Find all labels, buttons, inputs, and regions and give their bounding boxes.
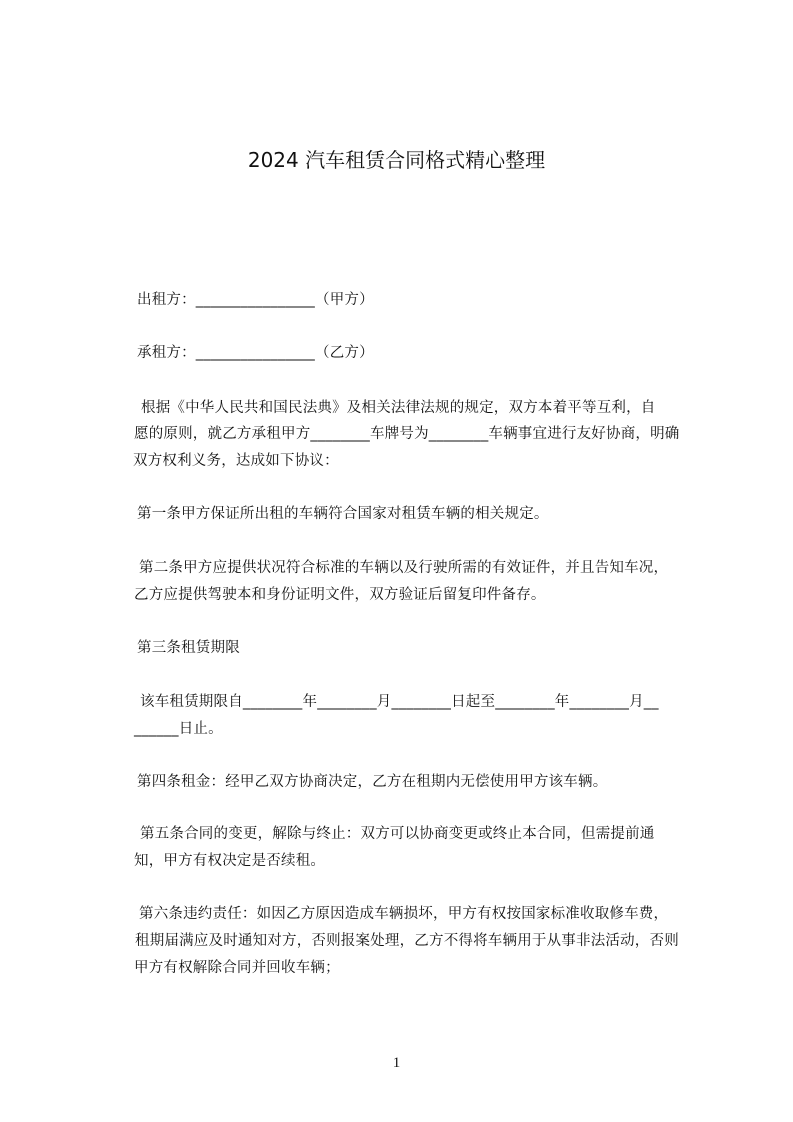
preamble-line: 根据《中华人民共和国民法典》及相关法律法规的规定，双方本着平等互利，自: [141, 400, 656, 416]
lessor-line: 出租方：________________（甲方）: [137, 292, 374, 308]
article-2-line: 第二条甲方应提供状况符合标准的车辆以及行驶所需的有效证件，并且告知车况，: [139, 560, 669, 576]
article-6-line: 第六条违约责任：如因乙方原因造成车辆损坏，甲方有权按国家标准收取修车费，: [139, 906, 669, 922]
lessee-line: 承租方：________________（乙方）: [137, 345, 374, 361]
article-5-line: 知，甲方有权决定是否续租。: [134, 853, 326, 869]
term-line: ______日止。: [134, 721, 223, 737]
term-line: 该车租赁期限自________年________月________日起至________年________月__: [140, 694, 659, 710]
page-number: 1: [392, 1055, 401, 1071]
article-2-line: 乙方应提供驾驶本和身份证明文件，双方验证后留复印件备存。: [134, 587, 546, 603]
preamble-line: 双方权利义务，达成如下协议：: [133, 453, 339, 469]
preamble-line: 愿的原则，就乙方承租甲方________车牌号为________车辆事宜进行友好协商，明确: [134, 426, 680, 442]
article-1: 第一条甲方保证所出租的车辆符合国家对租赁车辆的相关规定。: [137, 506, 549, 522]
document-title: 2024 汽车租赁合同格式精心整理: [247, 148, 546, 172]
article-3: 第三条租赁期限: [137, 640, 240, 656]
article-5-line: 第五条合同的变更，解除与终止：双方可以协商变更或终止本合同，但需提前通: [140, 826, 655, 842]
article-6-line: 租期届满应及时通知对方，否则报案处理，乙方不得将车辆用于从事非法活动，否则: [135, 933, 679, 949]
article-4: 第四条租金：经甲乙双方协商决定，乙方在租期内无偿使用甲方该车辆。: [137, 774, 608, 790]
article-6-line: 甲方有权解除合同并回收车辆；: [134, 960, 340, 976]
